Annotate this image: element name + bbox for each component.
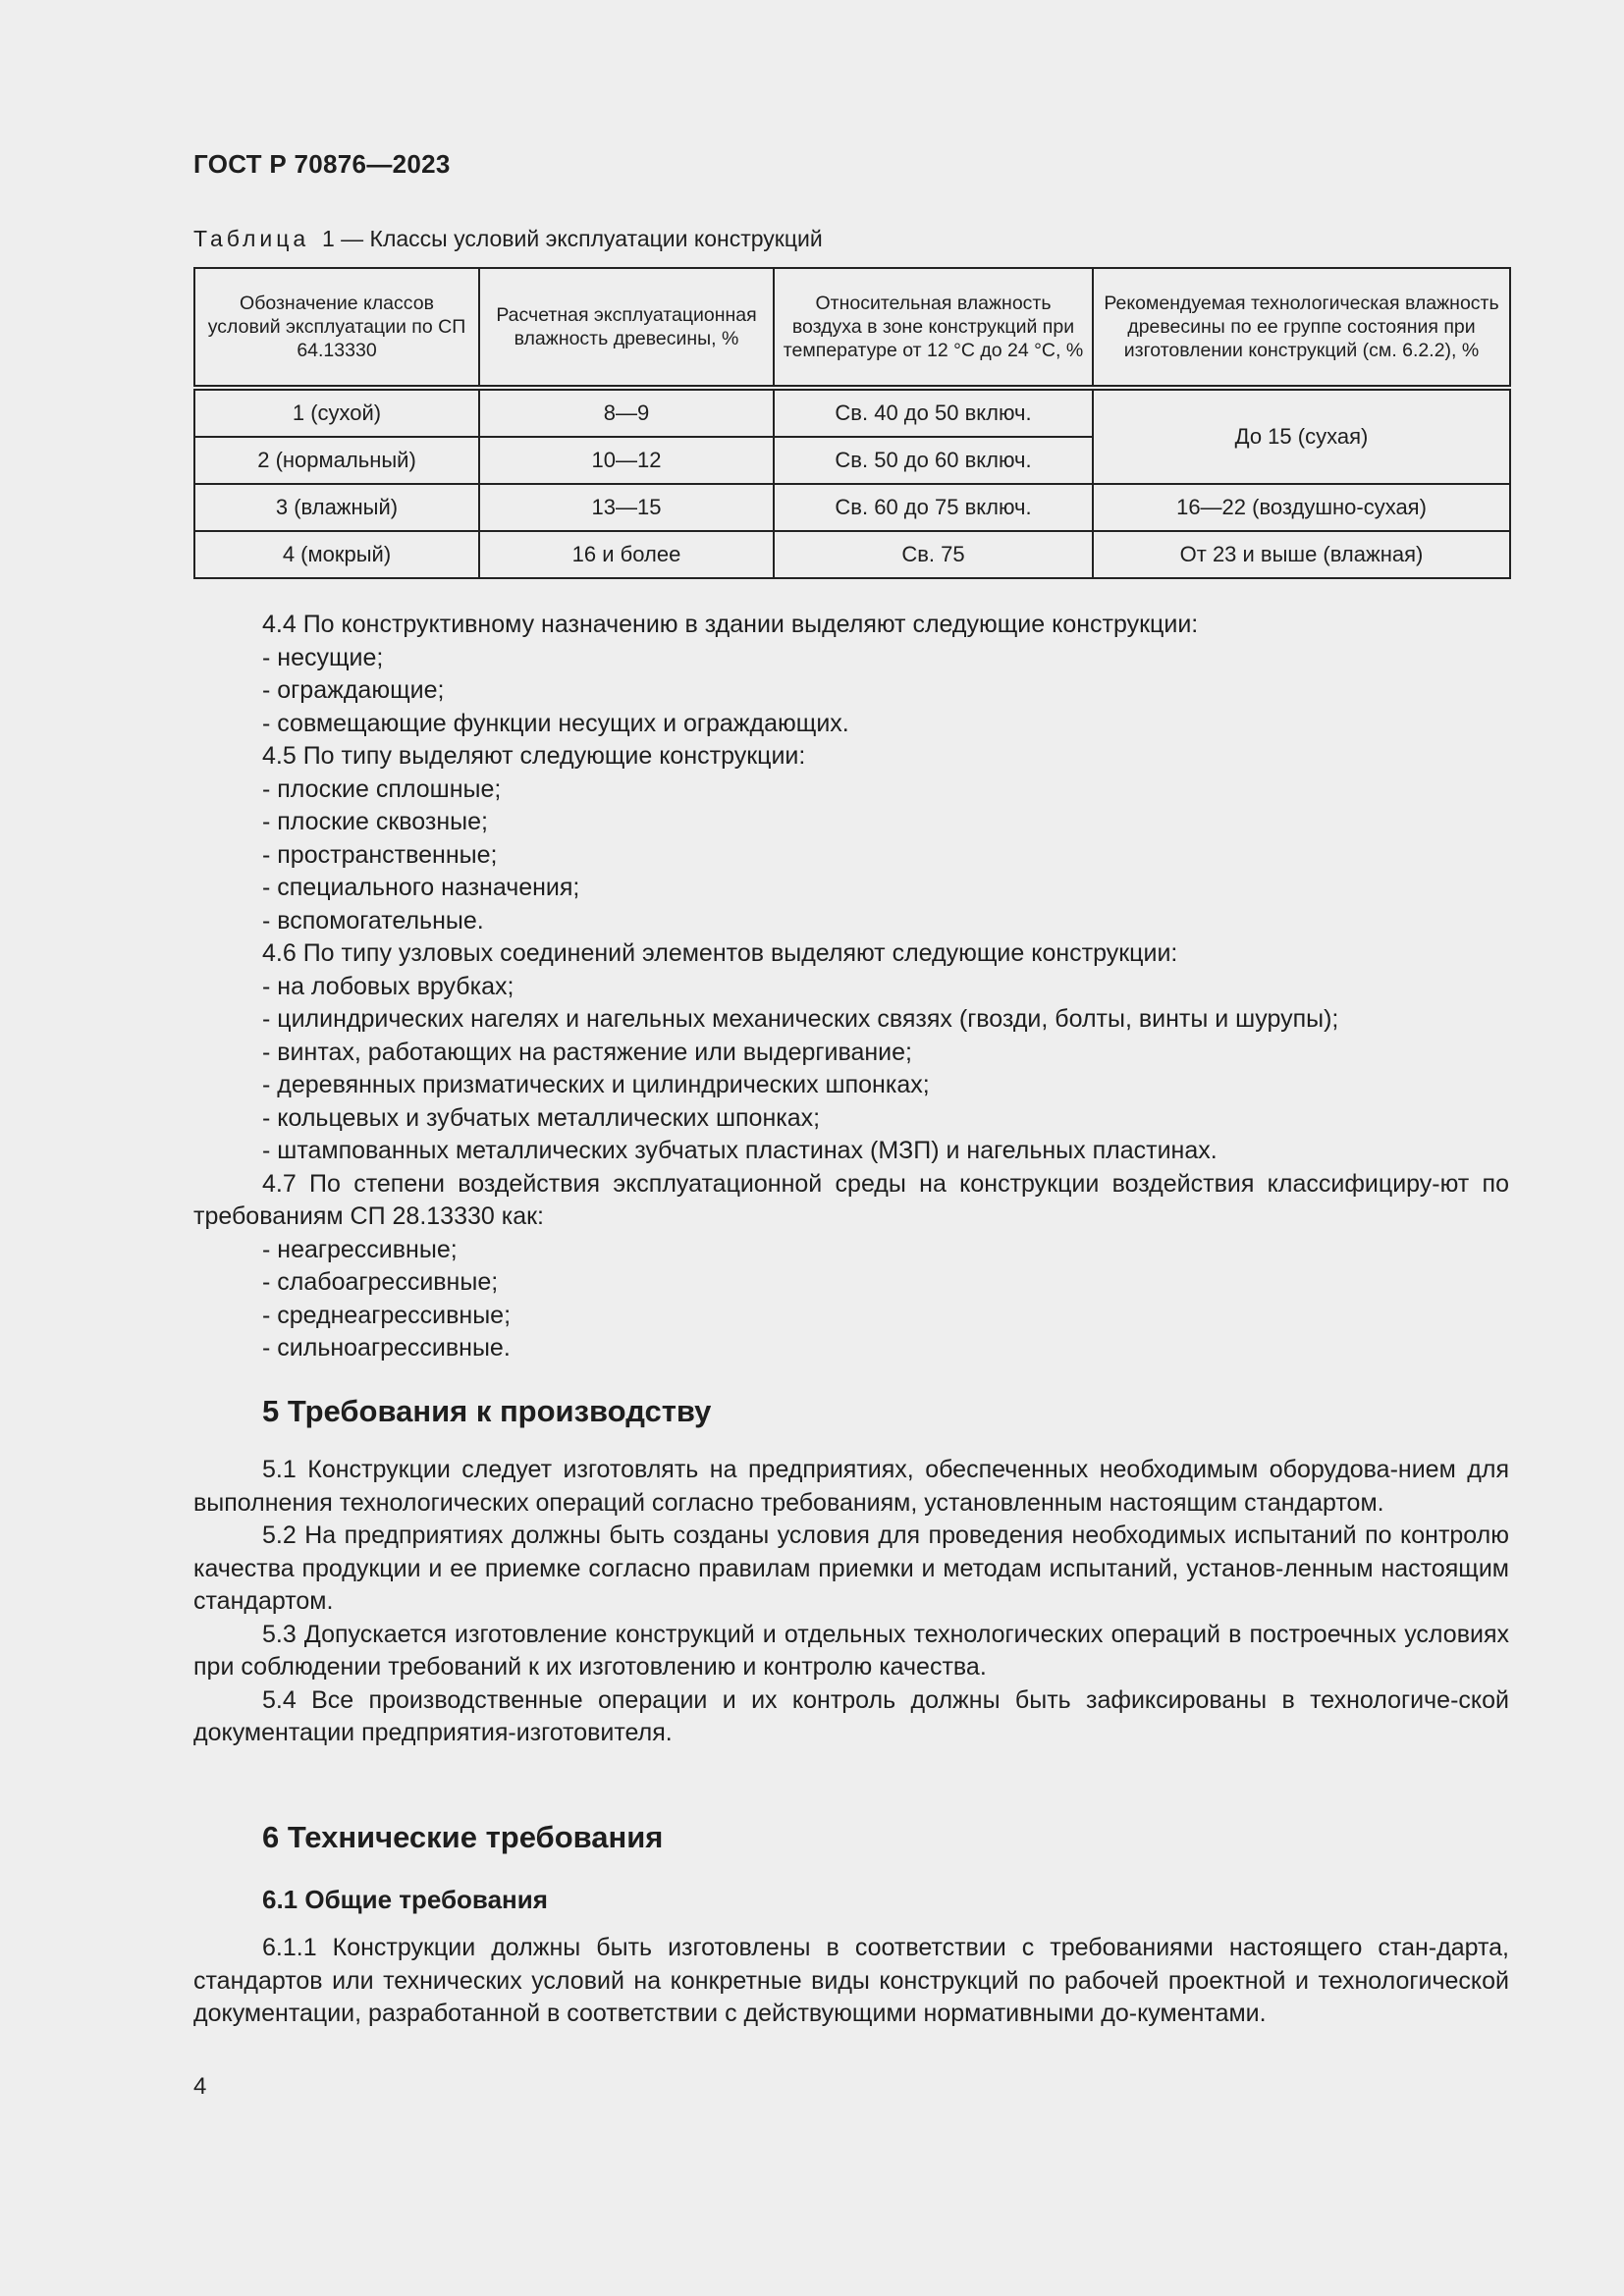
section-5-title: 5 Требования к производству [262, 1394, 712, 1428]
list-item: - плоские сквозные; [262, 808, 488, 835]
table-cell: 1 (сухой) [194, 388, 479, 437]
clause-4-5: 4.5 По типу выделяют следующие конструкции: [262, 742, 806, 770]
header-class: Обозначение классов условий эксплуатации по СП 64.13330 [194, 268, 479, 388]
clause-4-7: 4.7 По степени воздействия эксплуатационной среды на конструкции воздействия классифициру-ют по требованиям СП 28.13330 как: [193, 1169, 1509, 1230]
list-item: - вспомогательные. [262, 906, 484, 934]
document-code: ГОСТ Р 70876—2023 [193, 149, 451, 179]
table-row [194, 388, 1510, 437]
table-cell: 3 (влажный) [194, 484, 479, 531]
header-air-humidity: Относительная влажность воздуха в зоне конструкций при температуре от 12 °С до 24 °С, % [774, 268, 1093, 388]
list-item: - ограждающие; [262, 676, 445, 704]
header-wood-moisture: Расчетная эксплуатационная влажность древесины, % [479, 268, 774, 388]
list-item: - цилиндрических нагелях и нагельных механических связях (гвозди, болты, винты и шурупы); [262, 1005, 1339, 1033]
section-5-body [193, 1454, 1509, 1750]
table-cell: 4 (мокрый) [194, 531, 479, 578]
table-cell: 13—15 [479, 484, 774, 531]
page-number: 4 [193, 2073, 207, 2100]
table-cell: 2 (нормальный) [194, 437, 479, 484]
list-item: - среднеагрессивные; [262, 1301, 512, 1329]
list-item: - штампованных металлических зубчатых пластинах (МЗП) и нагельных пластинах. [262, 1137, 1218, 1164]
list-item: - плоские сплошные; [262, 774, 502, 803]
clause-5-2: 5.2 На предприятиях должны быть созданы условия для проведения необходимых испытаний по контролю качества продукции и ее приемке согласно правилам приемки и методам испытаний, установ-ленным настоящим стандартом. [193, 1522, 1509, 1615]
clause-5-3: 5.3 Допускается изготовление конструкций и отдельных технологических операций в построечных условиях при соблюдении требований к их изготовлению и контролю качества. [193, 1620, 1509, 1681]
header-technological-moisture: Рекомендуемая технологическая влажность древесины по ее группе состояния при изготовлении конструкций (см. 6.2.2), % [1093, 268, 1510, 388]
clause-5-1: 5.1 Конструкции следует изготовлять на предприятиях, обеспеченных необходимым оборудова-нием для выполнения технологических операций согласно требованиям, установленным настоящим стандартом. [193, 1456, 1509, 1517]
list-item: - неагрессивные; [262, 1235, 458, 1263]
table-caption-word: Таблица [193, 226, 310, 251]
list-item: - пространственные; [262, 840, 498, 869]
table-cell: От 23 и выше (влажная) [1093, 531, 1510, 578]
table-header-row [194, 268, 1510, 388]
section-6-title: 6 Технические требования [262, 1820, 664, 1854]
table-row [194, 531, 1510, 578]
table-cell: Св. 75 [774, 531, 1093, 578]
list-item: - специального назначения; [262, 874, 580, 901]
list-item: - совмещающие функции несущих и ограждающих. [262, 709, 849, 737]
table-cell: 10—12 [479, 437, 774, 484]
list-item: - деревянных призматических и цилиндрических шпонках; [262, 1071, 930, 1098]
table-cell: 8—9 [479, 388, 774, 437]
table-caption-text: 1 — Классы условий эксплуатации конструкций [321, 226, 823, 251]
table-cell: 16—22 (воздушно-сухая) [1093, 484, 1510, 531]
table-row [194, 484, 1510, 531]
list-item: - сильноагрессивные. [262, 1334, 511, 1362]
clauses-4-block [193, 609, 1509, 1365]
list-item: - несущие; [262, 643, 384, 671]
clause-4-4: 4.4 По конструктивному назначению в здании выделяют следующие конструкции: [262, 611, 1199, 638]
section-6-body [193, 1932, 1509, 2031]
table-cell: Св. 40 до 50 включ. [774, 388, 1093, 437]
list-item: - на лобовых врубках; [262, 972, 514, 1000]
subsection-6-1-title: 6.1 Общие требования [262, 1885, 548, 1914]
table-cell: 16 и более [479, 531, 774, 578]
table-cell-merged: До 15 (сухая) [1093, 388, 1510, 484]
list-item: - винтах, работающих на растяжение или выдергивание; [262, 1038, 912, 1066]
clause-6-1-1: 6.1.1 Конструкции должны быть изготовлены в соответствии с требованиями настоящего стан-дарта, стандартов или технических условий на конкретные виды конструкций по рабочей проектной и технологической документации, разработанной в соответствии с действующими нормативными до-кументами. [193, 1934, 1509, 2027]
clause-4-6: 4.6 По типу узловых соединений элементов выделяют следующие конструкции: [262, 939, 1178, 967]
list-item: - кольцевых и зубчатых металлических шпонках; [262, 1103, 821, 1132]
list-item: - слабоагрессивные; [262, 1268, 499, 1296]
operating-classes-table [193, 267, 1511, 579]
table-cell: Св. 60 до 75 включ. [774, 484, 1093, 531]
table-caption [193, 226, 823, 252]
clause-5-4: 5.4 Все производственные операции и их контроль должны быть зафиксированы в технологиче-ской документации предприятия-изготовителя. [193, 1685, 1509, 1746]
table-cell: Св. 50 до 60 включ. [774, 437, 1093, 484]
